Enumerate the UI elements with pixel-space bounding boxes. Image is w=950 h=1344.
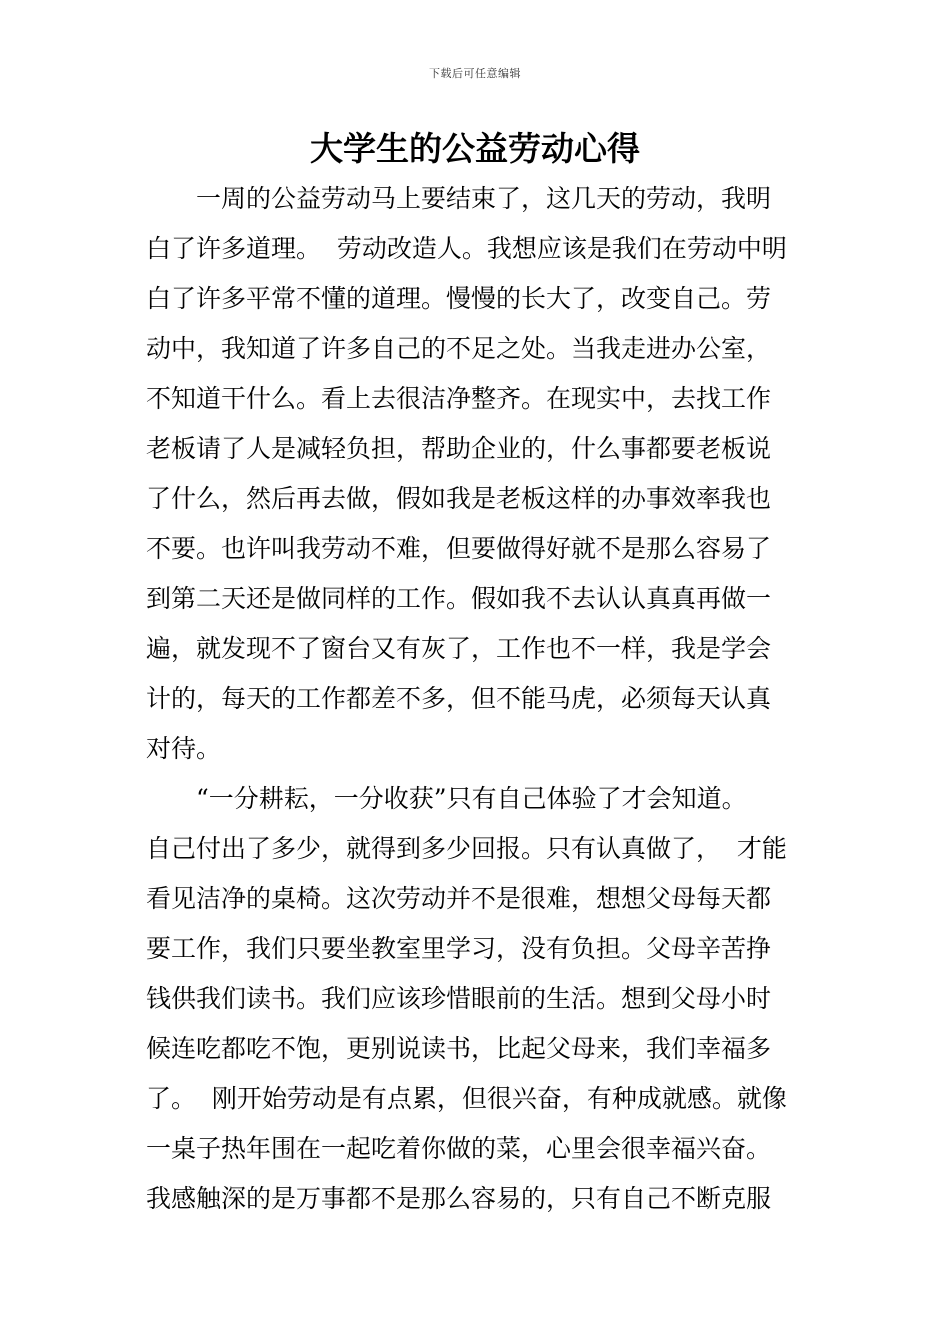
body-line: 要工作，我们只要坐教室里学习，没有负担。父母辛苦挣 — [146, 934, 772, 963]
document-body — [146, 174, 826, 1224]
body-line: 不知道干什么。看上去很洁净整齐。在现实中，去找工作 — [146, 384, 772, 413]
document-title: 大学生的公益劳动心得 — [310, 129, 640, 168]
body-line: 白了许多道理。 劳动改造人。我想应该是我们在劳动中明 — [146, 234, 787, 263]
body-line: 不要。也许叫我劳动不难，但要做得好就不是那么容易了 — [146, 534, 772, 563]
body-line: 了。 刚开始劳动是有点累，但很兴奋，有种成就感。就像 — [146, 1084, 787, 1113]
header-note: 下载后可任意编辑 — [429, 67, 521, 80]
body-line: 遍，就发现不了窗台又有灰了，工作也不一样，我是学会 — [146, 634, 772, 663]
body-line: 了什么，然后再去做，假如我是老板这样的办事效率我也 — [146, 484, 772, 513]
body-line: 老板请了人是减轻负担，帮助企业的，什么事都要老板说 — [146, 434, 772, 463]
body-line: 一桌子热年围在一起吃着你做的菜，心里会很幸福兴奋。 — [146, 1134, 772, 1163]
body-line: 对待。 — [146, 734, 222, 763]
body-line: “一分耕耘，一分收获”只有自己体验了才会知道。 — [146, 784, 747, 813]
body-line: 白了许多平常不懂的道理。慢慢的长大了，改变自己。劳 — [146, 284, 772, 313]
body-line: 自己付出了多少，就得到多少回报。只有认真做了， 才能 — [146, 834, 787, 863]
body-line: 我感触深的是万事都不是那么容易的，只有自己不断克服 — [146, 1184, 772, 1213]
body-line: 动中，我知道了许多自己的不足之处。当我走进办公室， — [146, 334, 772, 363]
body-line: 到第二天还是做同样的工作。假如我不去认认真真再做一 — [146, 584, 772, 613]
body-line: 看见洁净的桌椅。这次劳动并不是很难，想想父母每天都 — [146, 884, 772, 913]
body-line: 候连吃都吃不饱，更别说读书，比起父母来，我们幸福多 — [146, 1034, 772, 1063]
body-line: 计的，每天的工作都差不多，但不能马虎，必须每天认真 — [146, 684, 772, 713]
body-line: 钱供我们读书。我们应该珍惜眼前的生活。想到父母小时 — [146, 984, 772, 1013]
body-line: 一周的公益劳动马上要结束了，这几天的劳动，我明 — [146, 184, 772, 213]
